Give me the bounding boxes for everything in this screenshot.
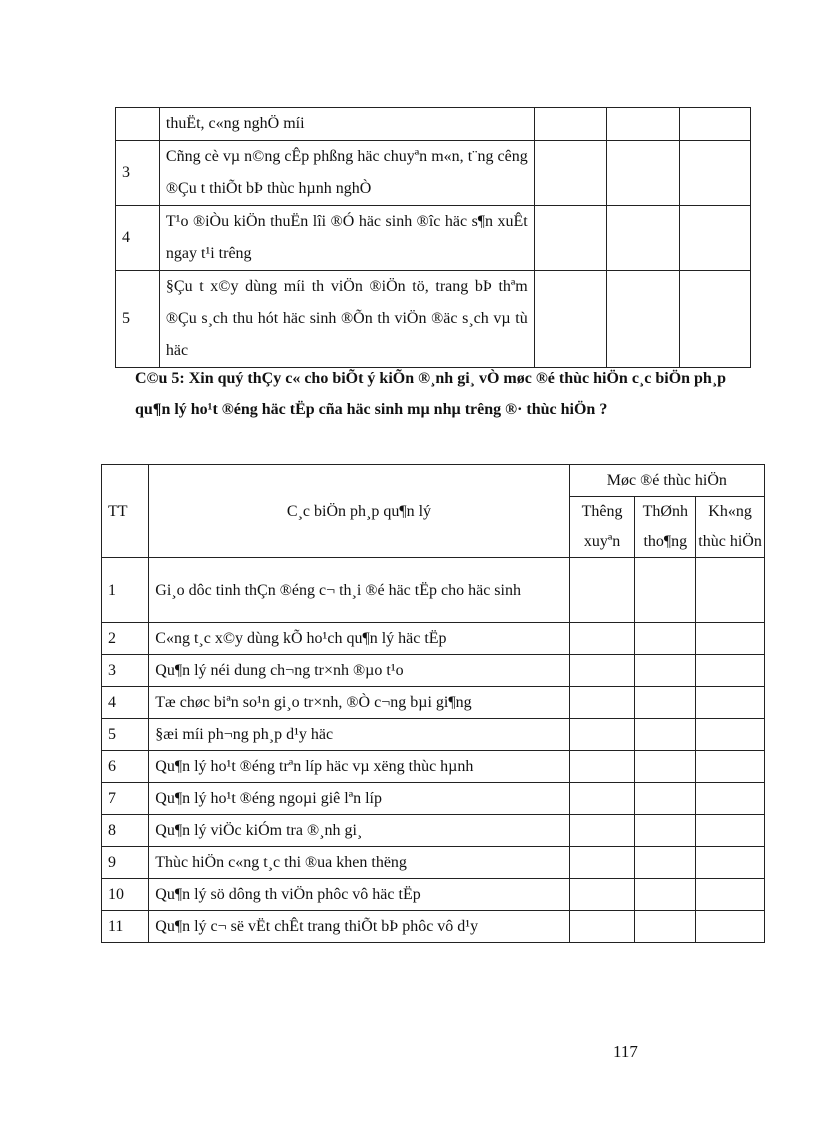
- page-number: 117: [613, 1042, 638, 1061]
- row-number: 9: [102, 847, 149, 879]
- header-occasional: ThØnh tho¶ng: [635, 497, 696, 558]
- table-row: [102, 719, 765, 751]
- row-text: Qu¶n lý ho¹t ®éng ngoµi giê lªn líp: [149, 783, 569, 815]
- empty-cell: [569, 719, 635, 751]
- empty-cell: [607, 141, 680, 206]
- row-text: thuËt, c«ng nghÖ míi: [159, 108, 534, 141]
- empty-cell: [607, 206, 680, 271]
- empty-cell: [635, 719, 696, 751]
- row-text: Cñng cè vµ n©ng cÊp phßng häc chuyªn m«n, t¨ng cêng ®Çu t thiÕt bÞ thùc hµnh nghÒ: [159, 141, 534, 206]
- row-number: 10: [102, 879, 149, 911]
- empty-cell: [569, 623, 635, 655]
- empty-cell: [635, 687, 696, 719]
- table-row: [102, 623, 765, 655]
- row-text: Tæ chøc biªn so¹n gi¸o tr×nh, ®Ò c¬ng bµi gi¶ng: [149, 687, 569, 719]
- header-measure: C¸c biÖn ph¸p qu¶n lý: [149, 465, 569, 558]
- empty-cell: [534, 271, 607, 368]
- empty-cell: [635, 623, 696, 655]
- header-tt: TT: [102, 465, 149, 558]
- row-text: Qu¶n lý sö dông th viÖn phôc vô häc tËp: [149, 879, 569, 911]
- empty-cell: [569, 558, 635, 623]
- table-row: [102, 847, 765, 879]
- empty-cell: [534, 108, 607, 141]
- row-number: 3: [116, 141, 160, 206]
- row-number: 4: [102, 687, 149, 719]
- table-row: [102, 783, 765, 815]
- empty-cell: [696, 847, 765, 879]
- empty-cell: [680, 141, 751, 206]
- empty-cell: [680, 271, 751, 368]
- row-text: Thùc hiÖn c«ng t¸c thi ®ua khen thëng: [149, 847, 569, 879]
- empty-cell: [569, 815, 635, 847]
- empty-cell: [696, 558, 765, 623]
- empty-cell: [569, 911, 635, 943]
- table-row: [102, 687, 765, 719]
- empty-cell: [534, 206, 607, 271]
- main-table: [101, 464, 765, 943]
- table-row: [102, 751, 765, 783]
- empty-cell: [696, 815, 765, 847]
- row-number: 2: [102, 623, 149, 655]
- empty-cell: [635, 847, 696, 879]
- empty-cell: [635, 783, 696, 815]
- empty-cell: [680, 206, 751, 271]
- row-text: C«ng t¸c x©y dùng kÕ ho¹ch qu¶n lý häc tËp: [149, 623, 569, 655]
- table-row: [116, 206, 751, 271]
- row-text: Qu¶n lý ho¹t ®éng trªn líp häc vµ xëng thùc hµnh: [149, 751, 569, 783]
- row-text: T¹o ®iÒu kiÖn thuËn lîi ®Ó häc sinh ®îc häc s¶n xuÊt ngay t¹i trêng: [159, 206, 534, 271]
- table-row: [102, 655, 765, 687]
- empty-cell: [696, 655, 765, 687]
- empty-cell: [696, 783, 765, 815]
- empty-cell: [696, 751, 765, 783]
- table-row: [116, 271, 751, 368]
- row-text: Qu¶n lý viÖc kiÓm tra ®¸nh gi¸: [149, 815, 569, 847]
- table-row: [116, 108, 751, 141]
- row-text: Gi¸o dôc tinh thÇn ®éng c¬ th¸i ®é häc tËp cho häc sinh: [149, 558, 569, 623]
- table-row: [102, 879, 765, 911]
- row-number: 7: [102, 783, 149, 815]
- row-text: Qu¶n lý c¬ së vËt chÊt trang thiÕt bÞ phôc vô d¹y: [149, 911, 569, 943]
- empty-cell: [696, 879, 765, 911]
- empty-cell: [635, 815, 696, 847]
- row-text: §æi míi ph¬ng ph¸p d¹y häc: [149, 719, 569, 751]
- empty-cell: [569, 687, 635, 719]
- row-number: 6: [102, 751, 149, 783]
- empty-cell: [635, 911, 696, 943]
- header-row: [102, 465, 765, 497]
- row-number: 5: [102, 719, 149, 751]
- row-number: 11: [102, 911, 149, 943]
- table-row: [102, 815, 765, 847]
- header-group: Møc ®é thùc hiÖn: [569, 465, 764, 497]
- header-not-done: Kh«ng thùc hiÖn: [696, 497, 765, 558]
- question-text: C©u 5: Xin quý thÇy c« cho biÕt ý kiÕn ®¸nh gi¸ vÒ møc ®é thùc hiÖn c¸c biÖn ph¸p qu¶n lý ho¹t ®éng häc tËp cña häc sinh mµ nhµ trêng ®· thùc hiÖn ?: [135, 370, 727, 418]
- empty-cell: [569, 751, 635, 783]
- empty-cell: [569, 655, 635, 687]
- empty-cell: [569, 847, 635, 879]
- empty-cell: [696, 623, 765, 655]
- empty-cell: [680, 108, 751, 141]
- empty-cell: [569, 879, 635, 911]
- empty-cell: [635, 655, 696, 687]
- empty-cell: [635, 751, 696, 783]
- table-row: [116, 141, 751, 206]
- empty-cell: [635, 558, 696, 623]
- empty-cell: [696, 911, 765, 943]
- row-text: §Çu t x©y dùng míi th viÖn ®iÖn tö, trang bÞ thªm ®Çu s¸ch thu hót häc sinh ®Õn th viÖn ®äc s¸ch vµ tù häc: [159, 271, 534, 368]
- row-number: 1: [102, 558, 149, 623]
- row-number: [116, 108, 160, 141]
- empty-cell: [696, 687, 765, 719]
- table-row: [102, 558, 765, 623]
- empty-cell: [607, 271, 680, 368]
- header-frequent: Thêng xuyªn: [569, 497, 635, 558]
- row-number: 8: [102, 815, 149, 847]
- empty-cell: [696, 719, 765, 751]
- empty-cell: [534, 141, 607, 206]
- table-row: [102, 911, 765, 943]
- row-number: 4: [116, 206, 160, 271]
- row-text: Qu¶n lý néi dung ch¬ng tr×nh ®µo t¹o: [149, 655, 569, 687]
- empty-cell: [569, 783, 635, 815]
- empty-cell: [607, 108, 680, 141]
- empty-cell: [635, 879, 696, 911]
- row-number: 5: [116, 271, 160, 368]
- row-number: 3: [102, 655, 149, 687]
- top-table: [115, 107, 751, 368]
